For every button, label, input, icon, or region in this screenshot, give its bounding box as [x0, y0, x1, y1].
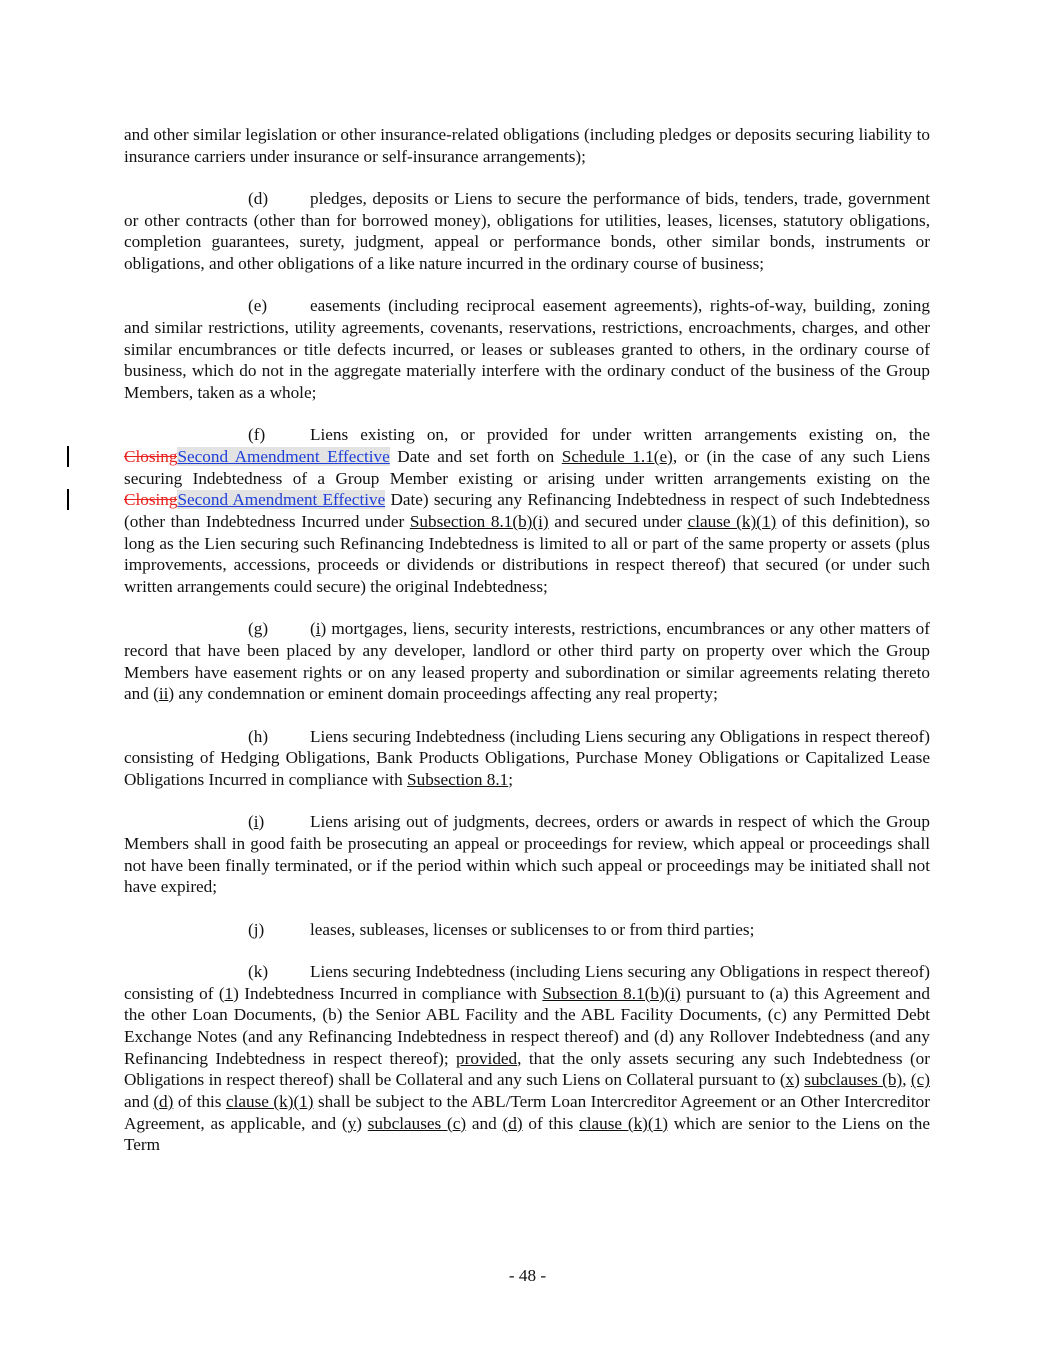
cross-reference: Subsection 8.1: [407, 770, 509, 790]
paragraph-d: (d) pledges, deposits or Liens to secure the performance of bids, tenders, trade, government or other contracts (other than for borrowed money), obligations for utilities, leases, licenses, statutory obligations, completion guarantees, surety, judgment, appeal or performance bonds, other similar bonds, instruments or obligations, and other obligations of a like nature incurred in the ordinary course of business;: [124, 188, 930, 274]
cross-reference: subclauses (c): [367, 1113, 467, 1133]
tracked-deletion: Closing: [124, 446, 178, 466]
cross-reference: clause (k)(1): [579, 1113, 668, 1133]
paragraph-j: (j) leases, subleases, licenses or sublicenses to or from third parties;: [248, 919, 755, 939]
clause-number: y: [347, 1113, 357, 1133]
change-bar: [67, 489, 69, 510]
clause-label: (e): [248, 296, 268, 316]
cross-reference: Subsection 8.1(b)(i): [542, 983, 681, 1003]
tracked-insertion: Second Amendment Effective: [177, 490, 386, 510]
clause-label: (k): [248, 961, 269, 981]
cross-reference: Schedule 1.1(e): [561, 446, 673, 466]
cross-reference: subclauses (b): [804, 1070, 903, 1090]
clause-label: (j): [248, 919, 265, 939]
roman-numeral: ii: [158, 684, 169, 704]
roman-numeral: i: [315, 619, 321, 639]
document-page: [124, 124, 930, 1156]
paragraph-h: (h) Liens securing Indebtedness (including Liens securing any Obligations in respect thereof) consisting of Hedging Obligations, Bank Products Obligations, Purchase Money Obligations or Capitalized Lease Obligations Incurred in compliance with Subsection 8.1;: [124, 726, 930, 790]
clause-label: (g): [248, 619, 269, 639]
cross-reference: (d): [502, 1113, 523, 1133]
change-bar: [67, 446, 69, 467]
page-number: - 48 -: [508, 1266, 547, 1285]
clause-label: (f): [248, 425, 266, 445]
cross-reference: clause (k)(1): [687, 512, 777, 532]
clause-label: (h): [248, 726, 269, 746]
paragraph-c-continuation: and other similar legislation or other insurance-related obligations (including pledges or deposits securing liability to insurance carriers under insurance or self-insurance arrangements);: [124, 125, 930, 166]
paragraph-g: (g) (i) mortgages, liens, security interests, restrictions, encumbrances or any other matters of record that have been placed by any developer, landlord or other third party on property over which the Group Members have easement rights or on any leased property and subordination or similar agreements relating thereto and (ii) any condemnation or eminent domain proceedings affecting any real property;: [124, 619, 930, 704]
paragraph-e: (e) easements (including reciprocal easement agreements), rights-of-way, building, zoning and similar restrictions, utility agreements, covenants, reservations, restrictions, encroachments, charges, and other similar encumbrances or title defects incurred, or leases or subleases granted to others, in the ordinary course of business, which do not in the aggregate materially interfere with the ordinary conduct of the business of the Group Members, taken as a whole;: [124, 296, 930, 403]
clause-number: 1: [224, 983, 234, 1003]
cross-reference: clause (k)(1): [225, 1092, 314, 1112]
clause-number: x: [785, 1070, 795, 1090]
paragraph-f: (f) Liens existing on, or provided for under written arrangements existing on, the ClosingSecond Amendment Effective Date and set forth on Schedule 1.1(e), or (in the case of any such Liens securing Indebtedness of a Group Member existing or arising under written arrangements existing on the ClosingSecond Amendment Effective Date) securing any Refinancing Indebtedness in respect of such Indebtedness (other than Indebtedness Incurred under Subsection 8.1(b)(i) and secured under clause (k)(1) of this definition), so long as the Lien securing such Refinancing Indebtedness is limited to all or part of the same property or assets (plus improvements, accessions, proceeds or dividends or distributions in respect thereof) that secured (or under such written arrangements could secure) the original Indebtedness;: [124, 424, 930, 598]
clause-label: (d): [248, 188, 269, 208]
paragraph-k: (k) Liens securing Indebtedness (including Liens securing any Obligations in respect thereof) consisting of (1) Indebtedness Incurred in compliance with Subsection 8.1(b)(i) pursuant to (a) this Agreement and the other Loan Documents, (b) the Senior ABL Facility and the ABL Facility Documents, (c) any Permitted Debt Exchange Notes (and any Refinancing Indebtedness in respect thereof) and (d) any Rollover Indebtedness (and any Refinancing Indebtedness in respect thereof); provided, that the only assets securing any such Indebtedness (or Obligations in respect thereof) shall be Collateral and any such Liens on Collateral pursuant to (x) subclauses (b), (c) and (d) of this clause (k)(1) shall be subject to the ABL/Term Loan Intercreditor Agreement or an Other Intercreditor Agreement, as applicable, and (y) subclauses (c) and (d) of this clause (k)(1) which are senior to the Liens on the Term: [124, 961, 931, 1155]
cross-reference: (d): [153, 1092, 174, 1112]
tracked-insertion: Second Amendment Effective: [177, 446, 390, 466]
tracked-deletion: Closing: [124, 490, 178, 510]
clause-label: (i): [248, 812, 265, 832]
paragraph-i: (i) Liens arising out of judgments, decrees, orders or awards in respect of which the Group Members shall in good faith be prosecuting an appeal or proceedings for review, which appeal or proceedings shall not have been finally terminated, or if the period within which such appeal or proceedings may be initiated shall not have expired;: [124, 812, 930, 897]
proviso-term: provided: [456, 1048, 518, 1068]
cross-reference: Subsection 8.1(b)(i): [409, 512, 549, 532]
cross-reference: (c): [910, 1070, 930, 1090]
